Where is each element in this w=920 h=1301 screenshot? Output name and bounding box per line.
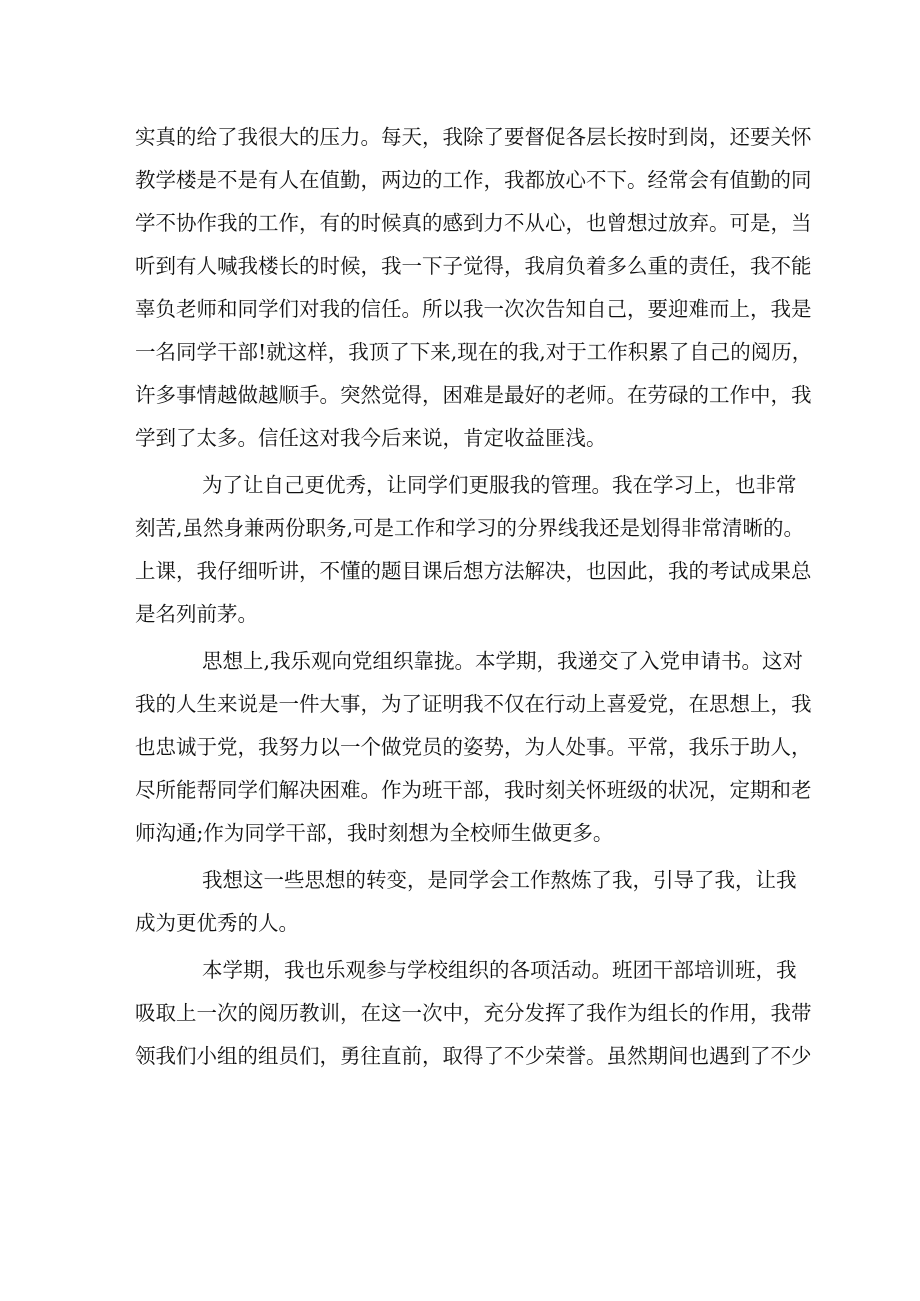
paragraph-line: 我想这一些思想的转变，是同学会工作熬炼了我，引导了我，让我 — [202, 868, 797, 892]
paragraph-line: 我的人生来说是一件大事，为了证明我不仅在行动上喜爱党，在思想上，我 — [135, 692, 812, 716]
paragraph-line: 领我们小组的组员们，勇往直前，取得了不少荣誉。虽然期间也遇到了不少 — [135, 1044, 812, 1068]
paragraph-line: 学不协作我的工作，有的时候真的感到力不从心，也曾想过放弃。可是，当 — [135, 211, 812, 235]
paragraph-2 — [135, 464, 812, 636]
paragraph-line: 上课，我仔细听讲，不懂的题目课后想方法解决，也因此，我的考试成果总 — [135, 559, 812, 583]
paragraph-3 — [135, 640, 812, 855]
paragraph-line: 为了让自己更优秀，让同学们更服我的管理。我在学习上，也非常 — [202, 473, 797, 497]
paragraph-line: 听到有人喊我楼长的时候，我一下子觉得，我肩负着多么重的责任，我不能 — [135, 254, 812, 278]
paragraph-line: 尽所能帮同学们解决困难。作为班干部，我时刻关怀班级的状况，定期和老 — [135, 778, 812, 802]
paragraph-line: 吸取上一次的阅历教训，在这一次中，充分发挥了我作为组长的作用，我带 — [135, 1001, 812, 1025]
paragraph-line: 学到了太多。信任这对我今后来说，肯定收益匪浅。 — [135, 426, 607, 450]
paragraph-line: 许多事情越做越顺手。突然觉得，困难是最好的老师。在劳碌的工作中，我 — [135, 383, 812, 407]
paragraph-line: 师沟通;作为同学干部，我时刻想为全校师生做更多。 — [135, 821, 614, 845]
paragraph-line: 刻苦,虽然身兼两份职务,可是工作和学习的分界线我还是划得非常清晰的。 — [135, 516, 805, 540]
paragraph-line: 辜负老师和同学们对我的信任。所以我一次次告知自己，要迎难而上，我是 — [135, 297, 812, 321]
paragraph-line: 是名列前茅。 — [135, 602, 258, 626]
paragraph-4 — [135, 859, 797, 945]
paragraph-1 — [135, 116, 813, 460]
paragraph-line: 教学楼是不是有人在值勤，两边的工作，我都放心不下。经常会有值勤的同 — [135, 168, 812, 192]
paragraph-5 — [135, 949, 812, 1078]
paragraph-line: 思想上,我乐观向党组织靠拢。本学期，我递交了入党申请书。这对 — [202, 649, 804, 673]
paragraph-line: 成为更优秀的人。 — [135, 911, 299, 935]
paragraph-line: 本学期，我也乐观参与学校组织的各项活动。班团干部培训班，我 — [202, 958, 797, 982]
paragraph-line: 也忠诚于党，我努力以一个做党员的姿势，为人处事。平常，我乐于助人， — [135, 735, 812, 759]
paragraph-line: 一名同学干部!就这样，我顶了下来,现在的我,对于工作积累了自己的阅历， — [135, 340, 813, 364]
paragraph-line: 实真的给了我很大的压力。每天，我除了要督促各层长按时到岗，还要关怀 — [135, 125, 812, 149]
document-body — [135, 116, 813, 1078]
